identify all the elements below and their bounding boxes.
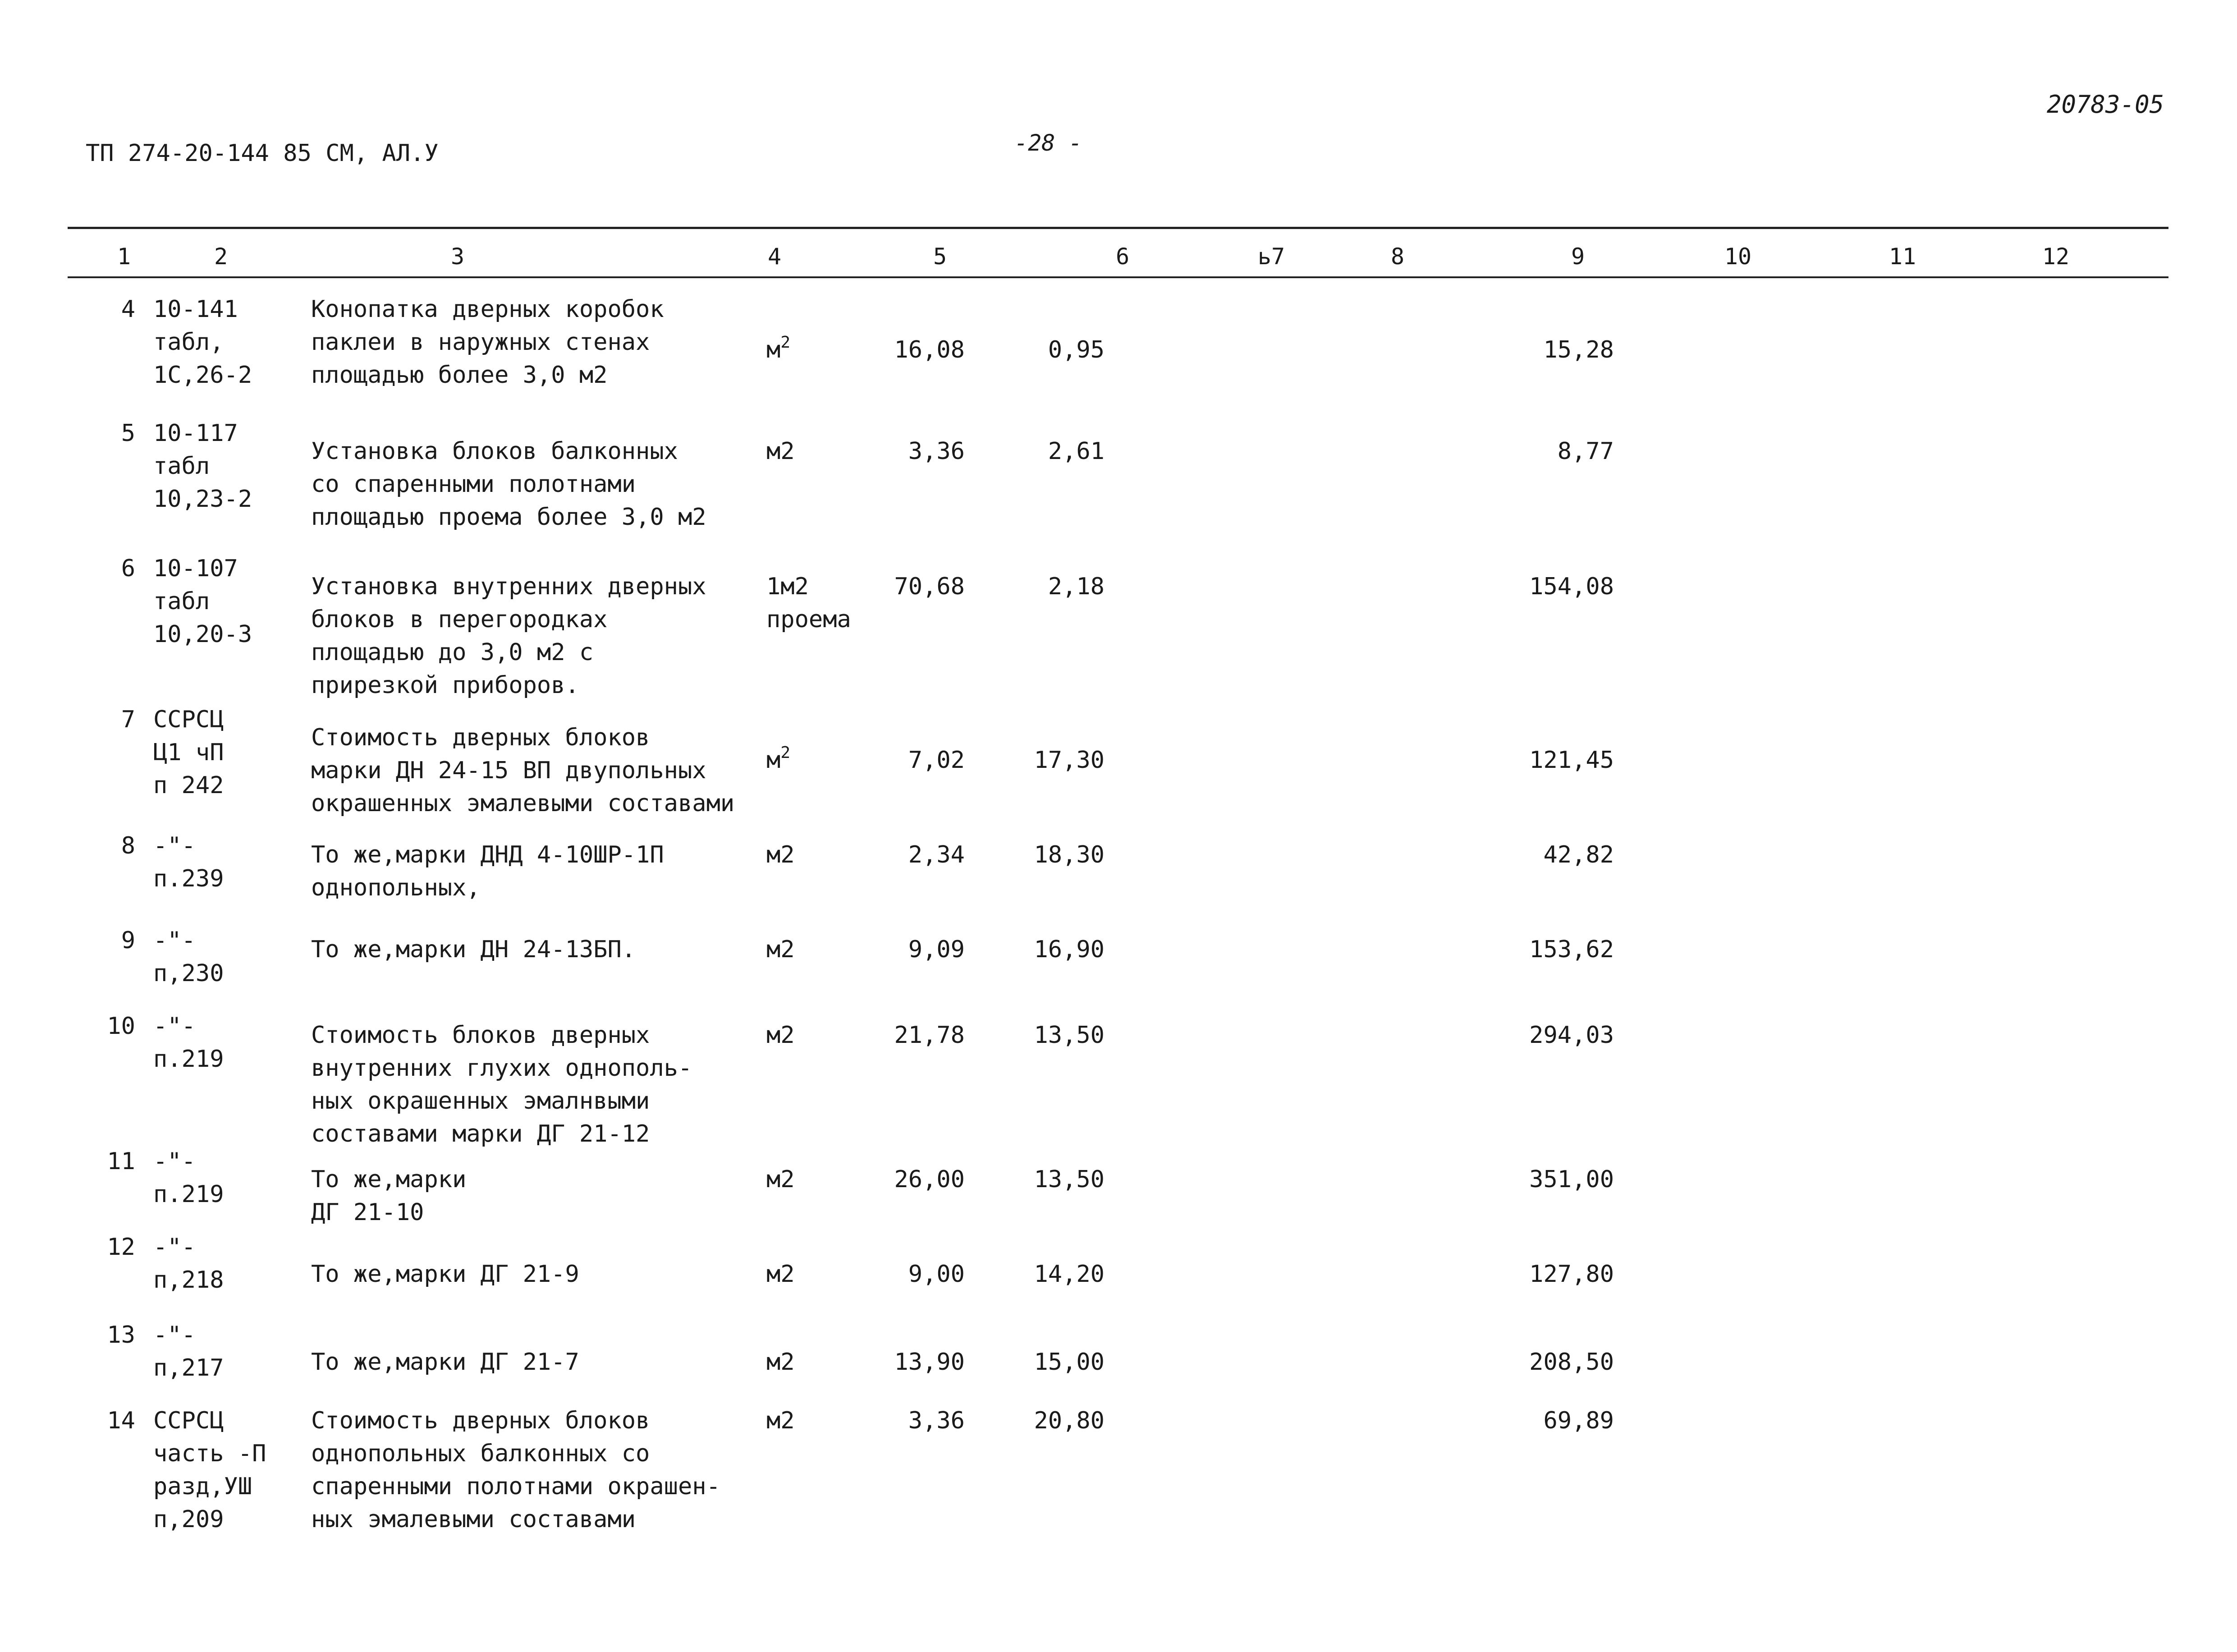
rate-reference bbox=[153, 1404, 289, 1536]
quantity: 9,09 bbox=[908, 936, 965, 963]
rate-reference-line: 10-117 bbox=[153, 420, 238, 447]
unit-line: м2 bbox=[766, 1261, 795, 1288]
unit-line: м2 bbox=[766, 1166, 795, 1193]
rate-reference-line: -"- bbox=[153, 1234, 196, 1261]
rate-reference-line: -"- bbox=[153, 1148, 196, 1175]
table-row bbox=[0, 830, 2237, 901]
work-description-line: площадью проема более 3,0 м2 bbox=[311, 504, 706, 531]
work-description-line: ДГ 21-10 bbox=[311, 1199, 424, 1226]
row-number: 13 bbox=[107, 1322, 135, 1349]
rate-reference bbox=[153, 293, 289, 392]
work-description-line: То же,марки ДН 24-13БП. bbox=[311, 936, 636, 963]
unit-line: м2 bbox=[766, 1349, 795, 1376]
page-number: -28 - bbox=[1014, 130, 1082, 156]
work-description bbox=[311, 293, 762, 392]
table-header-rule bbox=[68, 276, 2168, 278]
work-description bbox=[311, 1163, 762, 1229]
work-description-line: Установка блоков балконных bbox=[311, 438, 678, 465]
quantity: 26,00 bbox=[894, 1166, 965, 1193]
quantity: 21,78 bbox=[894, 1022, 965, 1049]
rate-reference-line: п,230 bbox=[153, 960, 224, 987]
unit bbox=[766, 744, 857, 777]
rate-reference bbox=[153, 417, 289, 516]
work-description-line: паклеи в наружных стенах bbox=[311, 329, 650, 356]
total-cost: 127,80 bbox=[1529, 1261, 1614, 1288]
row-number: 7 bbox=[121, 706, 135, 733]
rate-reference-line: 10-107 bbox=[153, 555, 238, 582]
unit-line: $м^2$ bbox=[766, 743, 790, 774]
work-description bbox=[311, 1346, 762, 1379]
col-header-8: 8 bbox=[1390, 243, 1405, 270]
unit-price: 0,95 bbox=[1048, 336, 1105, 363]
col-header-2: 2 bbox=[214, 243, 228, 270]
total-cost: 351,00 bbox=[1529, 1166, 1614, 1193]
row-number: 9 bbox=[121, 927, 135, 954]
unit bbox=[766, 1346, 857, 1379]
work-description bbox=[311, 570, 762, 702]
col-header-5: 5 bbox=[933, 243, 947, 270]
rate-reference-line: п,217 bbox=[153, 1354, 224, 1381]
quantity: 13,90 bbox=[894, 1349, 965, 1376]
rate-reference-line: ССРСЦ bbox=[153, 1407, 224, 1434]
unit bbox=[766, 839, 857, 872]
work-description bbox=[311, 1258, 762, 1291]
unit-line: м2 bbox=[766, 936, 795, 963]
doc-number: 20783-05 bbox=[2047, 90, 2164, 119]
rate-reference-line: табл bbox=[153, 453, 210, 480]
rate-reference bbox=[153, 1319, 289, 1385]
rate-reference bbox=[153, 703, 289, 802]
total-cost: 42,82 bbox=[1543, 841, 1614, 868]
rate-reference-line: 10,23-2 bbox=[153, 486, 252, 513]
total-cost: 121,45 bbox=[1529, 747, 1614, 774]
total-cost: 208,50 bbox=[1529, 1349, 1614, 1376]
unit bbox=[766, 1163, 857, 1196]
work-description-line: То же,марки ДНД 4-10ШР-1П bbox=[311, 841, 664, 868]
rate-reference-line: Ц1 чП bbox=[153, 739, 224, 766]
col-header-10: 10 bbox=[1724, 243, 1752, 270]
unit-line: проема bbox=[766, 606, 851, 633]
unit-line: $м^2$ bbox=[766, 333, 790, 363]
unit-exponent: 2 bbox=[780, 333, 790, 352]
work-description-line: со спаренными полотнами bbox=[311, 471, 636, 498]
unit-line: м2 bbox=[766, 841, 795, 868]
rate-reference-line: -"- bbox=[153, 832, 196, 859]
unit bbox=[766, 435, 857, 468]
work-description-line: Стоимость дверных блоков bbox=[311, 1407, 650, 1434]
unit-line: 1м2 bbox=[766, 573, 809, 600]
total-cost: 15,28 bbox=[1543, 336, 1614, 363]
work-description-line: марки ДН 24-15 ВП двупольных bbox=[311, 757, 706, 784]
col-header-1: 1 bbox=[117, 243, 131, 270]
work-description-line: окрашенных эмалевыми составами bbox=[311, 790, 735, 817]
table-row bbox=[0, 552, 2237, 699]
total-cost: 69,89 bbox=[1543, 1407, 1614, 1434]
rate-reference bbox=[153, 1010, 289, 1076]
work-description bbox=[311, 839, 762, 904]
row-number: 6 bbox=[121, 555, 135, 582]
row-number: 5 bbox=[121, 420, 135, 447]
work-description-line: То же,марки ДГ 21-9 bbox=[311, 1261, 579, 1288]
doc-code: ТП 274-20-144 85 СМ, АЛ.У bbox=[86, 140, 439, 167]
table-top-rule bbox=[68, 227, 2168, 229]
rate-reference-line: 10-141 bbox=[153, 296, 238, 323]
col-header-4: 4 bbox=[767, 243, 782, 270]
work-description-line: площадью более 3,0 м2 bbox=[311, 362, 608, 389]
quantity: 2,34 bbox=[908, 841, 965, 868]
col-header-7: ь7 bbox=[1257, 243, 1285, 270]
unit-price: 20,80 bbox=[1034, 1407, 1105, 1434]
work-description-line: То же,марки bbox=[311, 1166, 467, 1193]
row-number: 4 bbox=[121, 296, 135, 323]
unit bbox=[766, 1019, 857, 1052]
unit bbox=[766, 334, 857, 367]
table-row bbox=[0, 293, 2237, 389]
work-description-line: спаренными полотнами окрашен- bbox=[311, 1473, 720, 1500]
row-number: 10 bbox=[107, 1013, 135, 1040]
work-description bbox=[311, 721, 762, 820]
work-description-line: однопольных балконных со bbox=[311, 1440, 650, 1467]
rate-reference bbox=[153, 552, 289, 651]
table-row bbox=[0, 1231, 2237, 1294]
work-description-line: ных окрашенных эмалнвыми bbox=[311, 1088, 650, 1115]
rate-reference-line: табл, bbox=[153, 329, 224, 356]
unit-price: 2,61 bbox=[1048, 438, 1105, 465]
rate-reference-line: разд,УШ bbox=[153, 1473, 252, 1500]
work-description-line: однопольных, bbox=[311, 874, 481, 901]
unit-price: 13,50 bbox=[1034, 1166, 1105, 1193]
rate-reference-line: 1С,26-2 bbox=[153, 362, 252, 389]
work-description bbox=[311, 435, 762, 534]
work-description bbox=[311, 1404, 762, 1536]
row-number: 8 bbox=[121, 832, 135, 859]
rate-reference-line: п.219 bbox=[153, 1046, 224, 1073]
col-header-11: 11 bbox=[1889, 243, 1916, 270]
quantity: 70,68 bbox=[894, 573, 965, 600]
rate-reference-line: ССРСЦ bbox=[153, 706, 224, 733]
work-description-line: Стоимость блоков дверных bbox=[311, 1022, 650, 1049]
work-description bbox=[311, 1019, 762, 1151]
rate-reference-line: табл bbox=[153, 588, 210, 615]
work-description-line: площадью до 3,0 м2 с bbox=[311, 639, 594, 666]
col-header-6: 6 bbox=[1115, 243, 1130, 270]
row-number: 11 bbox=[107, 1148, 135, 1175]
total-cost: 294,03 bbox=[1529, 1022, 1614, 1049]
work-description-line: То же,марки ДГ 21-7 bbox=[311, 1349, 579, 1376]
unit-price: 17,30 bbox=[1034, 747, 1105, 774]
rate-reference-line: часть -П bbox=[153, 1440, 266, 1467]
quantity: 7,02 bbox=[908, 747, 965, 774]
unit-line: м2 bbox=[766, 1022, 795, 1049]
rate-reference bbox=[153, 924, 289, 990]
col-header-3: 3 bbox=[450, 243, 465, 270]
work-description-line: составами марки ДГ 21-12 bbox=[311, 1120, 650, 1147]
table-row bbox=[0, 1010, 2237, 1147]
work-description-line: Стоимость дверных блоков bbox=[311, 724, 650, 751]
work-description-line: Установка внутренних дверных bbox=[311, 573, 706, 600]
table-row bbox=[0, 1395, 2237, 1533]
row-number: 12 bbox=[107, 1234, 135, 1261]
work-description-line: блоков в перегородках bbox=[311, 606, 608, 633]
quantity: 3,36 bbox=[908, 438, 965, 465]
rate-reference-line: -"- bbox=[153, 1013, 196, 1040]
unit-price: 14,20 bbox=[1034, 1261, 1105, 1288]
total-cost: 8,77 bbox=[1557, 438, 1614, 465]
table-row bbox=[0, 1319, 2237, 1381]
unit-price: 18,30 bbox=[1034, 841, 1105, 868]
unit-line: м2 bbox=[766, 1407, 795, 1434]
col-header-12: 12 bbox=[2042, 243, 2070, 270]
table-row bbox=[0, 703, 2237, 817]
rate-reference-line: 10,20-3 bbox=[153, 621, 252, 648]
rate-reference-line: п.239 bbox=[153, 865, 224, 892]
work-description-line: ных эмалевыми составами bbox=[311, 1506, 636, 1533]
work-description bbox=[311, 933, 762, 966]
rate-reference-line: п 242 bbox=[153, 772, 224, 799]
quantity: 3,36 bbox=[908, 1407, 965, 1434]
unit bbox=[766, 1404, 857, 1437]
rate-reference-line: -"- bbox=[153, 927, 196, 954]
rate-reference bbox=[153, 1145, 289, 1211]
work-description-line: прирезкой приборов. bbox=[311, 672, 579, 699]
rate-reference bbox=[153, 1231, 289, 1297]
unit bbox=[766, 570, 857, 636]
rate-reference-line: п,218 bbox=[153, 1267, 224, 1294]
work-description-line: Конопатка дверных коробок bbox=[311, 296, 664, 323]
unit bbox=[766, 933, 857, 966]
unit-exponent: 2 bbox=[780, 743, 790, 762]
unit-price: 13,50 bbox=[1034, 1022, 1105, 1049]
table-row bbox=[0, 1145, 2237, 1226]
unit bbox=[766, 1258, 857, 1291]
unit-price: 15,00 bbox=[1034, 1349, 1105, 1376]
total-cost: 153,62 bbox=[1529, 936, 1614, 963]
unit-price: 2,18 bbox=[1048, 573, 1105, 600]
rate-reference-line: -"- bbox=[153, 1322, 196, 1349]
rate-reference-line: п.219 bbox=[153, 1181, 224, 1208]
table-row bbox=[0, 417, 2237, 531]
table-row bbox=[0, 924, 2237, 987]
rate-reference-line: п,209 bbox=[153, 1506, 224, 1533]
work-description-line: внутренних глухих однополь- bbox=[311, 1055, 692, 1082]
quantity: 16,08 bbox=[894, 336, 965, 363]
total-cost: 154,08 bbox=[1529, 573, 1614, 600]
rate-reference bbox=[153, 830, 289, 895]
unit-price: 16,90 bbox=[1034, 936, 1105, 963]
col-header-9: 9 bbox=[1571, 243, 1585, 270]
quantity: 9,00 bbox=[908, 1261, 965, 1288]
row-number: 14 bbox=[107, 1407, 135, 1434]
unit-line: м2 bbox=[766, 438, 795, 465]
